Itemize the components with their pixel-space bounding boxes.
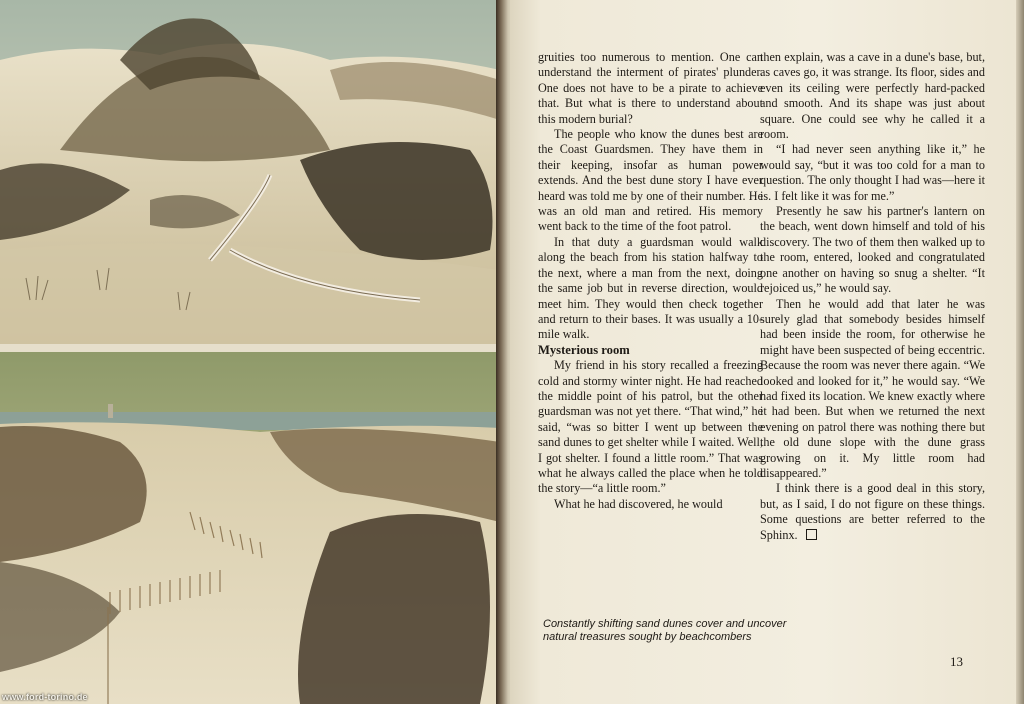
body-paragraph: Then he would add that later he was surely glad that somebody besides himself had been inside the room, for otherwise he might have been suspected of being eccentric. Because the room was never there again. “We looked and looked for it,” he would say. “We had fixed its location. We knew exactly where it had been. But when we returned the next evening on patrol there was nothing there but the old dune slope with the dune grass growing on it. My little room had disappeared.” <box>760 296 985 480</box>
body-paragraph: Presently he saw his partner's lantern on the beach, went down himself and told of his discovery. The two of them then walked up to the room, entered, looked and congratulated one another on having so snug a shelter. “It rejoiced us,” he would say. <box>760 204 985 296</box>
page-edge-shadow <box>1016 0 1024 704</box>
text-column-1 <box>538 50 763 512</box>
body-paragraph: In that duty a guardsman would walk along the beach from his station halfway to the next, where a man from the next, doing the same job but in reverse direction, would meet him. They would then check together and return to their bases. It was usually a 10-mile walk. <box>538 234 763 342</box>
caption-line: Constantly shifting sand dunes cover and uncover <box>543 618 787 630</box>
body-paragraph: My friend in his story recalled a freezing cold and stormy winter night. He had reached the middle point of his patrol, but the other guardsman was not yet there. “That wind,” he said, “was so bitter I went up between the sand dunes to get shelter while I waited. Well, I got shelter. I found a little room.” That was what he always called the place when he told the story—“a little room.” <box>538 358 763 496</box>
body-paragraph: “I had never seen anything like it,” he would say, “but it was too cold for a man to question. The only thought I had was—here it is. I felt like it was for me.” <box>760 142 985 203</box>
website-watermark: www.ford-torino.de <box>2 692 88 702</box>
body-paragraph: I think there is a good deal in this story, but, as I said, I do not figure on these things. Some questions are better referred to the Sphinx. <box>760 481 985 542</box>
body-paragraph: then explain, was a cave in a dune's base, but, as caves go, it was strange. Its floor, sides and even its ceiling were perfectly hard-packed and smooth. And its shape was just about square. One could see why he called it a room. <box>760 50 985 142</box>
left-page <box>0 0 500 704</box>
body-paragraph: What he had discovered, he would <box>554 496 723 511</box>
body-paragraph: The people who know the dunes best are the Coast Guardsmen. They have them in their keeping, insofar as human power extends. And the best dune story I have ever heard was told me by one of their number. He was an old man and retired. His memory went back to the time of the foot patrol. <box>538 127 763 234</box>
text-column-2 <box>760 50 985 543</box>
dune-painting-top <box>0 0 500 344</box>
caption-line: natural treasures sought by beachcombers <box>543 631 752 643</box>
right-page <box>510 0 1024 704</box>
body-paragraph: gruities too numerous to mention. One can understand the interment of pirates' plunder. One does not have to be a pirate to achieve that. But what is there to understand about this modern burial? <box>538 50 763 126</box>
illustration-caption <box>543 618 873 644</box>
end-of-article-mark <box>806 529 817 540</box>
illustration-gutter <box>0 344 500 352</box>
page-number: 13 <box>950 654 963 669</box>
dune-painting-bottom <box>0 352 500 704</box>
section-subheading: Mysterious room <box>538 342 630 357</box>
